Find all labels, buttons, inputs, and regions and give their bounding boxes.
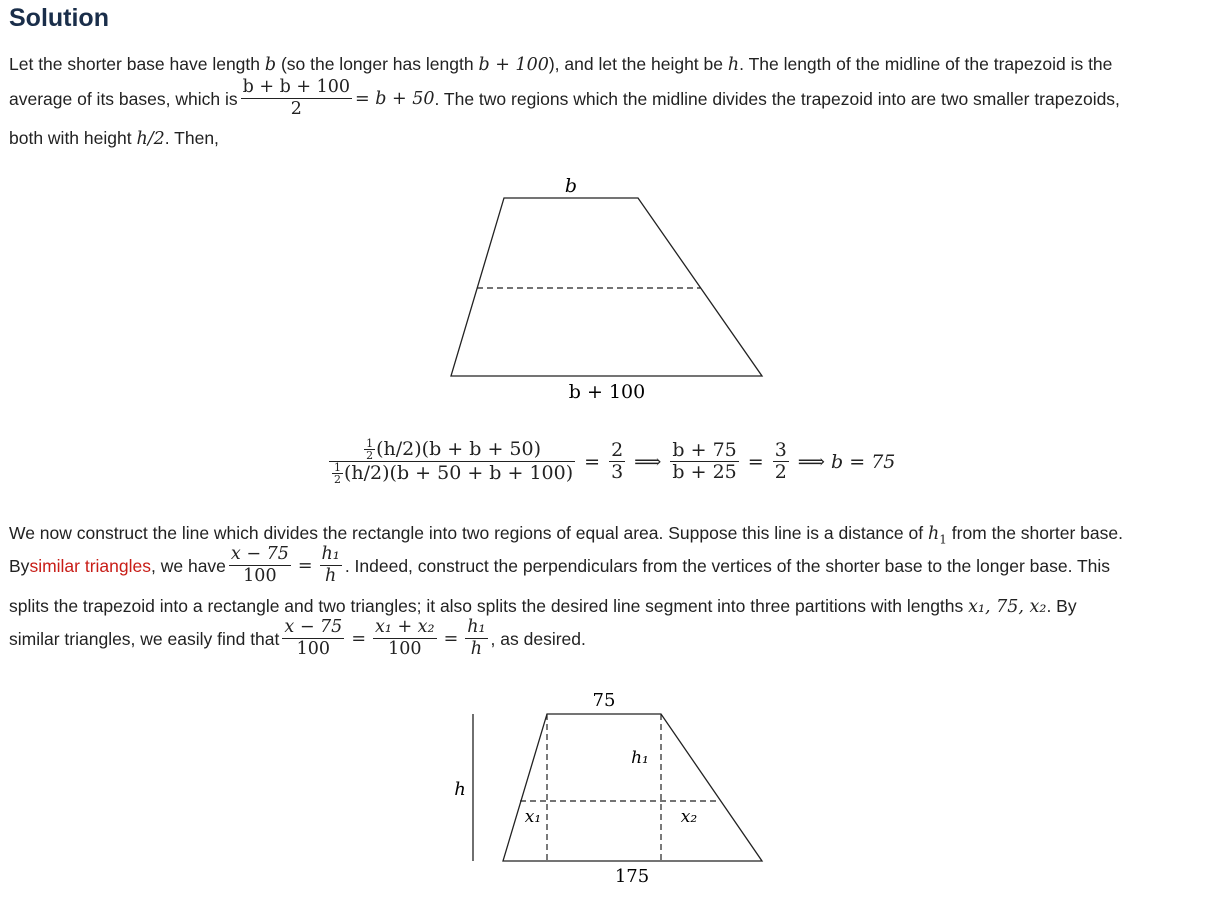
math-h1: h: [927, 524, 940, 544]
solution-heading: Solution: [9, 4, 109, 32]
similar-triangles-link[interactable]: similar triangles: [29, 555, 151, 576]
den: h: [325, 566, 337, 586]
text: , as desired.: [490, 628, 586, 649]
area-ratio-fraction: [329, 438, 575, 485]
den: b + 25: [672, 461, 737, 483]
fraction-x75-100: [229, 544, 291, 587]
text: ), and let the height be: [548, 54, 728, 74]
math-b: b: [264, 55, 277, 75]
trapezoid-outline: [451, 198, 762, 376]
half-fraction: [332, 462, 343, 485]
math-h: h: [727, 55, 740, 75]
half-den: 2: [334, 473, 341, 486]
area-ratio-equation: [326, 438, 895, 485]
text: (so the longer has length: [276, 54, 479, 74]
equals: =: [443, 628, 459, 649]
equals: =: [351, 628, 366, 649]
label-75: 75: [592, 690, 616, 711]
implies-arrow: ⟹: [634, 450, 662, 473]
half-fraction: [364, 438, 375, 461]
math-x1-75-x2: x₁, 75, x₂: [968, 597, 1047, 617]
math-b-plus-100: b + 100: [478, 55, 549, 75]
math-h-over-2: h/2: [136, 129, 165, 149]
num: 3: [774, 439, 787, 461]
para2-line4: [9, 617, 586, 660]
fraction-x75-100: [282, 617, 344, 660]
para1-line2: [9, 77, 1120, 120]
text: . The two regions which the midline divides the trapezoid into are two smaller trapezoids,: [434, 88, 1120, 109]
text: . Then,: [164, 128, 219, 148]
lhs-den-text: (h/2)(b + 50 + b + 100): [344, 462, 574, 484]
text: splits the trapezoid into a rectangle and two triangles; it also splits the desired line segment into three partitions with lengths: [9, 596, 969, 616]
label-h1: h₁: [631, 748, 649, 768]
fraction-h1-h: [320, 544, 342, 587]
result-b-75: b = 75: [831, 450, 896, 473]
subscript-1: 1: [939, 532, 947, 547]
implies-arrow: ⟹: [797, 450, 826, 473]
ratio-3-2: [773, 440, 789, 483]
text: both with height: [9, 128, 137, 148]
den: 100: [243, 566, 277, 586]
label-h: h: [454, 779, 466, 800]
equals: =: [584, 450, 601, 473]
equals: =: [297, 555, 313, 576]
text: . The length of the midline of the trapezoid is the: [739, 54, 1113, 74]
equals: =: [747, 450, 764, 473]
text: Let the shorter base have length: [9, 54, 265, 74]
text: . Indeed, construct the perpendiculars from the vertices of the shorter base to the longer base. This: [344, 555, 1111, 576]
para1-line3: [9, 127, 219, 150]
label-b-plus-100: b + 100: [568, 381, 646, 403]
lhs-num-text: (h/2)(b + b + 50): [376, 438, 542, 460]
half-num: 1: [334, 461, 341, 474]
text: , we have: [151, 555, 226, 576]
half-den: 2: [366, 449, 374, 462]
den: 100: [296, 639, 331, 659]
ratio-b75-b25: [670, 440, 738, 483]
area-ratio-denominator: [329, 462, 575, 485]
fraction-h1-h: [465, 617, 487, 660]
text: By: [9, 555, 30, 576]
text: from the shorter base.: [946, 523, 1123, 543]
midline-fraction: [241, 77, 352, 120]
area-ratio-numerator: [329, 438, 575, 462]
label-x2: x₂: [680, 807, 698, 827]
num: x − 75: [230, 544, 289, 564]
ratio-2-3: [609, 440, 625, 483]
num: x₁ + x₂: [375, 617, 435, 637]
fraction-x1x2-100: [373, 617, 437, 660]
label-175: 175: [614, 866, 650, 887]
text: average of its bases, which is: [9, 88, 238, 109]
label-x1: x₁: [524, 807, 542, 827]
trapezoid-outline: [503, 714, 762, 861]
den: 2: [774, 461, 787, 483]
num: h₁: [467, 617, 486, 637]
den: 3: [611, 461, 624, 483]
fraction-numerator: b + b + 100: [242, 77, 350, 97]
half-num: 1: [366, 437, 374, 450]
para2-line2: [9, 544, 1110, 587]
num: 2: [611, 439, 624, 461]
para1-line1: [9, 53, 1112, 76]
trapezoid-figure-1: [440, 170, 780, 410]
text: . By: [1046, 596, 1077, 616]
para2-line3: [9, 595, 1077, 618]
num: b + 75: [672, 439, 737, 461]
den: h: [470, 639, 483, 659]
num: x − 75: [284, 617, 343, 637]
trapezoid-figure-2: [440, 685, 780, 895]
text: We now construct the line which divides the rectangle into two regions of equal area. Suppose this line is a distance of: [9, 523, 928, 543]
math-b-plus-50: = b + 50: [354, 88, 435, 109]
num: h₁: [321, 544, 340, 564]
fraction-denominator: 2: [290, 99, 302, 119]
text: similar triangles, we easily find that: [9, 628, 280, 649]
den: 100: [388, 639, 422, 659]
label-b: b: [564, 175, 578, 197]
